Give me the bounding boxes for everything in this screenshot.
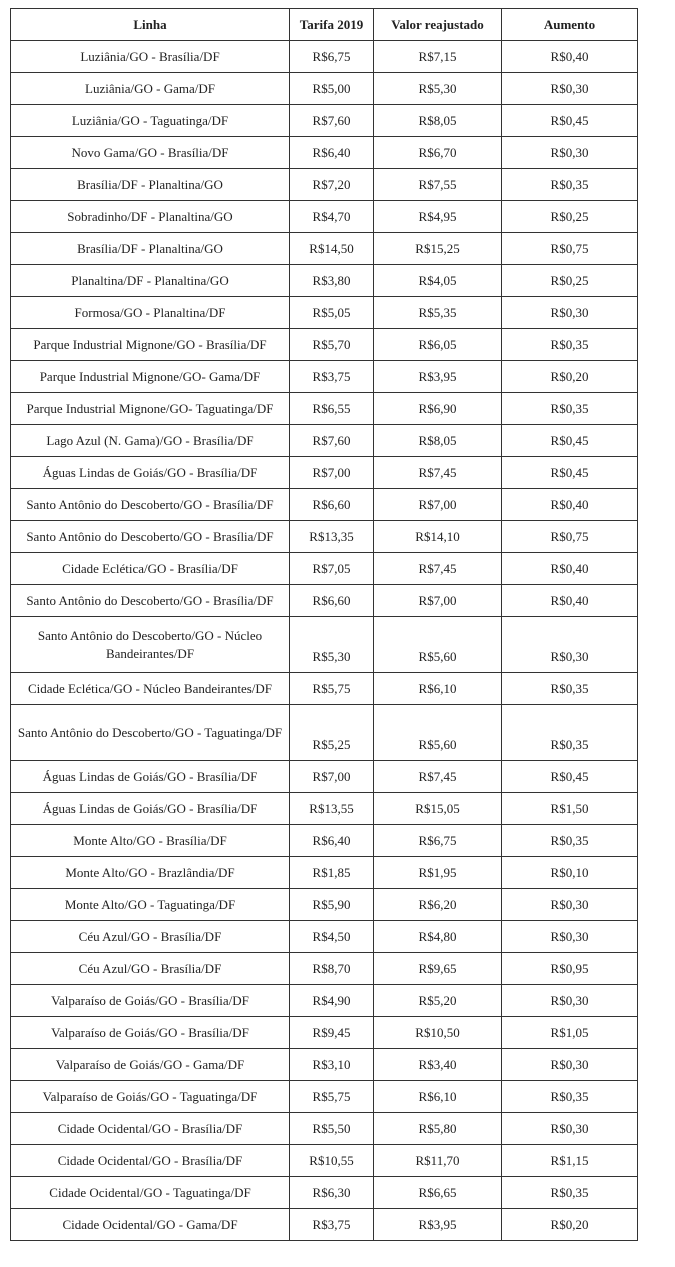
table-row <box>11 953 638 985</box>
cell-tarifa-2019: R$5,25 <box>290 705 374 761</box>
cell-valor-reajustado: R$7,45 <box>374 761 502 793</box>
cell-tarifa-2019: R$3,75 <box>290 361 374 393</box>
cell-aumento: R$0,25 <box>502 201 638 233</box>
table-row <box>11 825 638 857</box>
cell-tarifa-2019: R$5,90 <box>290 889 374 921</box>
cell-tarifa-2019: R$7,60 <box>290 105 374 137</box>
cell-linha: Santo Antônio do Descoberto/GO - Núcleo Bandeirantes/DF <box>11 617 290 673</box>
cell-aumento: R$0,40 <box>502 553 638 585</box>
cell-aumento: R$0,40 <box>502 489 638 521</box>
table-row <box>11 521 638 553</box>
cell-tarifa-2019: R$4,90 <box>290 985 374 1017</box>
cell-tarifa-2019: R$5,75 <box>290 673 374 705</box>
cell-aumento: R$0,40 <box>502 41 638 73</box>
cell-linha: Valparaíso de Goiás/GO - Brasília/DF <box>11 1017 290 1049</box>
table-row <box>11 489 638 521</box>
table-row <box>11 169 638 201</box>
cell-aumento: R$0,35 <box>502 825 638 857</box>
cell-tarifa-2019: R$5,05 <box>290 297 374 329</box>
cell-tarifa-2019: R$7,05 <box>290 553 374 585</box>
cell-aumento: R$0,45 <box>502 105 638 137</box>
cell-aumento: R$0,25 <box>502 265 638 297</box>
cell-valor-reajustado: R$7,00 <box>374 585 502 617</box>
cell-valor-reajustado: R$7,15 <box>374 41 502 73</box>
cell-tarifa-2019: R$7,00 <box>290 457 374 489</box>
cell-aumento: R$0,30 <box>502 889 638 921</box>
cell-linha: Parque Industrial Mignone/GO- Taguatinga/DF <box>11 393 290 425</box>
cell-tarifa-2019: R$14,50 <box>290 233 374 265</box>
cell-linha: Céu Azul/GO - Brasília/DF <box>11 953 290 985</box>
table-row <box>11 1049 638 1081</box>
cell-aumento: R$0,45 <box>502 457 638 489</box>
fare-table-part-2 <box>10 792 638 1241</box>
header-row <box>11 9 638 41</box>
cell-linha: Céu Azul/GO - Brasília/DF <box>11 921 290 953</box>
table-row <box>11 137 638 169</box>
cell-tarifa-2019: R$3,80 <box>290 265 374 297</box>
table-row <box>11 617 638 673</box>
header-linha: Linha <box>11 9 290 41</box>
cell-valor-reajustado: R$6,75 <box>374 825 502 857</box>
cell-valor-reajustado: R$6,65 <box>374 1177 502 1209</box>
table-row <box>11 329 638 361</box>
cell-aumento: R$0,35 <box>502 393 638 425</box>
cell-aumento: R$0,35 <box>502 329 638 361</box>
cell-tarifa-2019: R$6,30 <box>290 1177 374 1209</box>
table-row <box>11 553 638 585</box>
table-row <box>11 705 638 761</box>
cell-tarifa-2019: R$6,60 <box>290 585 374 617</box>
cell-linha: Luziânia/GO - Taguatinga/DF <box>11 105 290 137</box>
cell-valor-reajustado: R$5,30 <box>374 73 502 105</box>
cell-aumento: R$0,30 <box>502 137 638 169</box>
cell-valor-reajustado: R$3,95 <box>374 361 502 393</box>
cell-aumento: R$0,75 <box>502 521 638 553</box>
cell-valor-reajustado: R$7,45 <box>374 553 502 585</box>
table-row <box>11 889 638 921</box>
cell-tarifa-2019: R$1,85 <box>290 857 374 889</box>
cell-valor-reajustado: R$6,10 <box>374 1081 502 1113</box>
cell-valor-reajustado: R$5,80 <box>374 1113 502 1145</box>
cell-valor-reajustado: R$5,20 <box>374 985 502 1017</box>
cell-tarifa-2019: R$4,50 <box>290 921 374 953</box>
cell-linha: Cidade Eclética/GO - Núcleo Bandeirantes/DF <box>11 673 290 705</box>
cell-tarifa-2019: R$5,50 <box>290 1113 374 1145</box>
cell-tarifa-2019: R$5,70 <box>290 329 374 361</box>
table-row <box>11 761 638 793</box>
cell-linha: Novo Gama/GO - Brasília/DF <box>11 137 290 169</box>
cell-aumento: R$0,20 <box>502 1209 638 1241</box>
cell-linha: Parque Industrial Mignone/GO- Gama/DF <box>11 361 290 393</box>
cell-aumento: R$0,95 <box>502 953 638 985</box>
cell-tarifa-2019: R$6,75 <box>290 41 374 73</box>
cell-valor-reajustado: R$15,05 <box>374 793 502 825</box>
cell-linha: Brasília/DF - Planaltina/GO <box>11 233 290 265</box>
table-row <box>11 921 638 953</box>
table-row <box>11 233 638 265</box>
fare-table-part-1 <box>10 8 638 793</box>
cell-valor-reajustado: R$8,05 <box>374 425 502 457</box>
cell-tarifa-2019: R$8,70 <box>290 953 374 985</box>
cell-linha: Cidade Ocidental/GO - Brasília/DF <box>11 1145 290 1177</box>
table-row <box>11 41 638 73</box>
cell-tarifa-2019: R$7,60 <box>290 425 374 457</box>
fare-table-body-1 <box>11 41 638 793</box>
cell-aumento: R$0,45 <box>502 761 638 793</box>
cell-aumento: R$0,75 <box>502 233 638 265</box>
cell-aumento: R$0,40 <box>502 585 638 617</box>
cell-tarifa-2019: R$3,10 <box>290 1049 374 1081</box>
cell-aumento: R$0,30 <box>502 73 638 105</box>
cell-linha: Brasília/DF - Planaltina/GO <box>11 169 290 201</box>
cell-linha: Cidade Ocidental/GO - Brasília/DF <box>11 1113 290 1145</box>
cell-valor-reajustado: R$8,05 <box>374 105 502 137</box>
cell-linha: Cidade Eclética/GO - Brasília/DF <box>11 553 290 585</box>
cell-aumento: R$0,30 <box>502 921 638 953</box>
cell-valor-reajustado: R$6,10 <box>374 673 502 705</box>
cell-linha: Luziânia/GO - Gama/DF <box>11 73 290 105</box>
table-row <box>11 793 638 825</box>
table-row <box>11 393 638 425</box>
cell-tarifa-2019: R$7,20 <box>290 169 374 201</box>
table-row <box>11 457 638 489</box>
cell-linha: Águas Lindas de Goiás/GO - Brasília/DF <box>11 793 290 825</box>
header-aumento: Aumento <box>502 9 638 41</box>
cell-aumento: R$0,35 <box>502 1177 638 1209</box>
cell-valor-reajustado: R$4,80 <box>374 921 502 953</box>
cell-valor-reajustado: R$7,00 <box>374 489 502 521</box>
table-row <box>11 1209 638 1241</box>
cell-tarifa-2019: R$13,35 <box>290 521 374 553</box>
cell-aumento: R$0,30 <box>502 985 638 1017</box>
table-row <box>11 297 638 329</box>
cell-linha: Águas Lindas de Goiás/GO - Brasília/DF <box>11 457 290 489</box>
cell-aumento: R$0,35 <box>502 169 638 201</box>
cell-tarifa-2019: R$6,55 <box>290 393 374 425</box>
cell-valor-reajustado: R$6,70 <box>374 137 502 169</box>
cell-linha: Sobradinho/DF - Planaltina/GO <box>11 201 290 233</box>
cell-aumento: R$0,35 <box>502 673 638 705</box>
cell-aumento: R$1,15 <box>502 1145 638 1177</box>
cell-linha: Planaltina/DF - Planaltina/GO <box>11 265 290 297</box>
cell-aumento: R$0,30 <box>502 297 638 329</box>
table-row <box>11 1177 638 1209</box>
cell-tarifa-2019: R$4,70 <box>290 201 374 233</box>
cell-tarifa-2019: R$5,75 <box>290 1081 374 1113</box>
cell-linha: Valparaíso de Goiás/GO - Taguatinga/DF <box>11 1081 290 1113</box>
cell-valor-reajustado: R$3,40 <box>374 1049 502 1081</box>
cell-aumento: R$0,35 <box>502 1081 638 1113</box>
cell-aumento: R$0,30 <box>502 617 638 673</box>
cell-aumento: R$0,45 <box>502 425 638 457</box>
cell-valor-reajustado: R$6,90 <box>374 393 502 425</box>
cell-tarifa-2019: R$7,00 <box>290 761 374 793</box>
cell-aumento: R$0,10 <box>502 857 638 889</box>
cell-linha: Valparaíso de Goiás/GO - Brasília/DF <box>11 985 290 1017</box>
cell-valor-reajustado: R$7,55 <box>374 169 502 201</box>
cell-linha: Santo Antônio do Descoberto/GO - Taguatinga/DF <box>11 705 290 761</box>
cell-tarifa-2019: R$13,55 <box>290 793 374 825</box>
table-row <box>11 201 638 233</box>
fare-table-body-2 <box>11 793 638 1241</box>
cell-linha: Santo Antônio do Descoberto/GO - Brasília/DF <box>11 489 290 521</box>
cell-valor-reajustado: R$6,05 <box>374 329 502 361</box>
cell-tarifa-2019: R$5,00 <box>290 73 374 105</box>
table-row <box>11 1145 638 1177</box>
table-row <box>11 361 638 393</box>
cell-valor-reajustado: R$14,10 <box>374 521 502 553</box>
cell-tarifa-2019: R$9,45 <box>290 1017 374 1049</box>
cell-valor-reajustado: R$15,25 <box>374 233 502 265</box>
cell-linha: Santo Antônio do Descoberto/GO - Brasília/DF <box>11 521 290 553</box>
cell-valor-reajustado: R$3,95 <box>374 1209 502 1241</box>
table-row <box>11 673 638 705</box>
cell-aumento: R$0,35 <box>502 705 638 761</box>
cell-linha: Lago Azul (N. Gama)/GO - Brasília/DF <box>11 425 290 457</box>
cell-linha: Monte Alto/GO - Taguatinga/DF <box>11 889 290 921</box>
cell-valor-reajustado: R$7,45 <box>374 457 502 489</box>
cell-tarifa-2019: R$10,55 <box>290 1145 374 1177</box>
cell-tarifa-2019: R$6,40 <box>290 137 374 169</box>
cell-valor-reajustado: R$5,60 <box>374 705 502 761</box>
table-row <box>11 425 638 457</box>
table-row <box>11 105 638 137</box>
cell-tarifa-2019: R$6,40 <box>290 825 374 857</box>
cell-valor-reajustado: R$5,35 <box>374 297 502 329</box>
table-row <box>11 857 638 889</box>
cell-linha: Valparaíso de Goiás/GO - Gama/DF <box>11 1049 290 1081</box>
cell-linha: Santo Antônio do Descoberto/GO - Brasília/DF <box>11 585 290 617</box>
cell-linha: Formosa/GO - Planaltina/DF <box>11 297 290 329</box>
cell-linha: Monte Alto/GO - Brasília/DF <box>11 825 290 857</box>
table-row <box>11 1113 638 1145</box>
header-valor-reajustado: Valor reajustado <box>374 9 502 41</box>
cell-valor-reajustado: R$1,95 <box>374 857 502 889</box>
cell-aumento: R$0,20 <box>502 361 638 393</box>
table-row <box>11 585 638 617</box>
table-row <box>11 73 638 105</box>
cell-valor-reajustado: R$9,65 <box>374 953 502 985</box>
table-row <box>11 985 638 1017</box>
cell-valor-reajustado: R$5,60 <box>374 617 502 673</box>
cell-linha: Cidade Ocidental/GO - Taguatinga/DF <box>11 1177 290 1209</box>
cell-aumento: R$1,50 <box>502 793 638 825</box>
table-row <box>11 265 638 297</box>
cell-valor-reajustado: R$4,95 <box>374 201 502 233</box>
header-tarifa-2019: Tarifa 2019 <box>290 9 374 41</box>
cell-aumento: R$0,30 <box>502 1113 638 1145</box>
cell-linha: Águas Lindas de Goiás/GO - Brasília/DF <box>11 761 290 793</box>
cell-aumento: R$1,05 <box>502 1017 638 1049</box>
table-row <box>11 1017 638 1049</box>
cell-aumento: R$0,30 <box>502 1049 638 1081</box>
cell-linha: Luziânia/GO - Brasília/DF <box>11 41 290 73</box>
cell-valor-reajustado: R$10,50 <box>374 1017 502 1049</box>
cell-linha: Cidade Ocidental/GO - Gama/DF <box>11 1209 290 1241</box>
table-row <box>11 1081 638 1113</box>
cell-linha: Monte Alto/GO - Brazlândia/DF <box>11 857 290 889</box>
cell-linha: Parque Industrial Mignone/GO - Brasília/DF <box>11 329 290 361</box>
cell-valor-reajustado: R$6,20 <box>374 889 502 921</box>
cell-tarifa-2019: R$5,30 <box>290 617 374 673</box>
cell-tarifa-2019: R$3,75 <box>290 1209 374 1241</box>
cell-valor-reajustado: R$11,70 <box>374 1145 502 1177</box>
cell-valor-reajustado: R$4,05 <box>374 265 502 297</box>
cell-tarifa-2019: R$6,60 <box>290 489 374 521</box>
